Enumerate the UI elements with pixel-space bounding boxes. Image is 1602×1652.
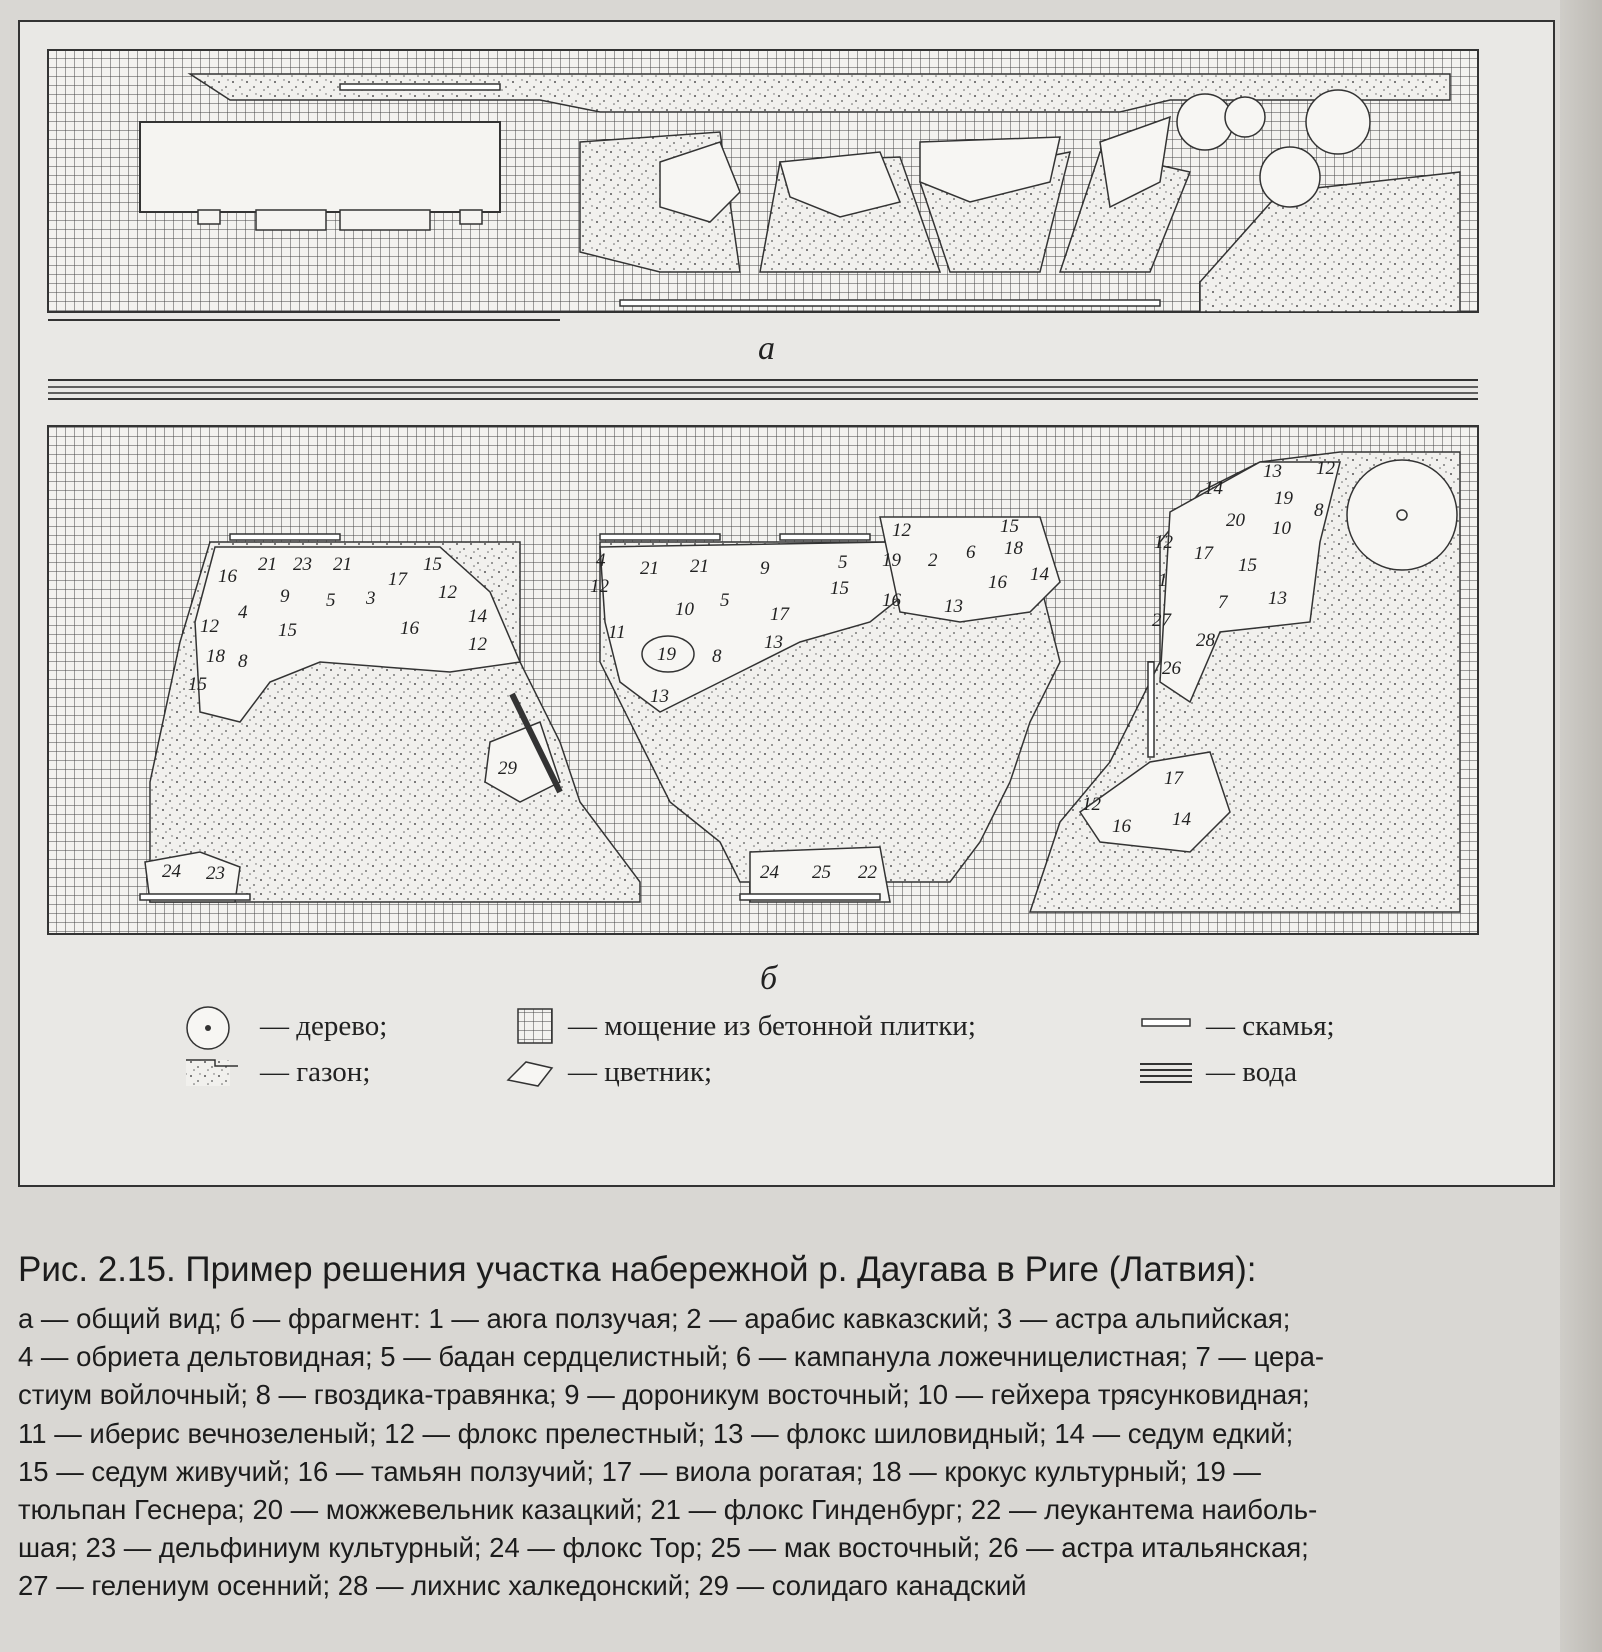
bed-num: 26 (1162, 658, 1181, 679)
bed-num: 23 (206, 863, 225, 884)
legend-paving-label: — мощение из бетонной плитки; (568, 1010, 976, 1042)
legend-tree-label: — дерево; (260, 1010, 388, 1042)
bed-num: 4 (238, 602, 248, 623)
bed-num: 15 (423, 554, 442, 575)
bed-num: 12 (200, 616, 219, 637)
bed-num: 9 (760, 558, 770, 579)
bed-num: 23 (293, 554, 312, 575)
bed-num: 8 (1314, 500, 1324, 521)
bed-num: 14 (1030, 564, 1049, 585)
bed-num: 20 (1226, 510, 1245, 531)
caption-line: 15 — седум живучий; 16 — тамьян ползучий; 17 — виола рогатая; 18 — крокус культурный; 19 — (18, 1455, 1261, 1487)
bed-num: 9 (280, 586, 290, 607)
bed-num: 12 (438, 582, 457, 603)
bed-num: 5 (720, 590, 730, 611)
bed-num: 17 (1164, 768, 1183, 789)
bed-num: 19 (1274, 488, 1293, 509)
bed-num: 21 (258, 554, 277, 575)
bed-num: 15 (1238, 555, 1257, 576)
panel-b-label: б (760, 960, 778, 997)
caption-line: стиум войлочный; 8 — гвоздика-травянка; 9 — дороникум восточный; 10 — гейхера трясунковидная; (18, 1379, 1310, 1411)
bed-num: 12 (892, 520, 911, 541)
bed-num: 24 (162, 861, 181, 882)
caption-line: 11 — иберис вечнозеленый; 12 — флокс прелестный; 13 — флокс шиловидный; 14 — седум едкий; (18, 1417, 1294, 1449)
figure-frame (18, 20, 1555, 1187)
bed-num: 13 (650, 686, 669, 707)
bed-num: 17 (770, 604, 789, 625)
bed-num: 15 (830, 578, 849, 599)
bench-symbol (1142, 1019, 1190, 1026)
bed-num: 8 (238, 651, 248, 672)
caption-line: тюльпан Геснера; 20 — можжевельник казацкий; 21 — флокс Гинденбург; 22 — леукантема наиболь- (18, 1494, 1318, 1526)
bed-num: 17 (388, 569, 407, 590)
caption-line: 4 — обриета дельтовидная; 5 — бадан сердцелистный; 6 — кампанула ложечницелистная; 7 — цера- (18, 1341, 1325, 1373)
bed-num: 13 (1268, 588, 1287, 609)
bed-num: 27 (1152, 610, 1171, 631)
bed-num: 5 (326, 590, 336, 611)
bed-num: 21 (690, 556, 709, 577)
caption-body (18, 1300, 1578, 1606)
bed-num: 7 (1218, 592, 1228, 613)
bed-num: 18 (206, 646, 225, 667)
bed-num: 18 (1004, 538, 1023, 559)
paving-symbol (518, 1009, 552, 1043)
legend-lawn-label: — газон; (260, 1056, 371, 1088)
caption-line: шая; 23 — дельфиниум культурный; 24 — флокс Тор; 25 — мак восточный; 26 — астра итальянская; (18, 1532, 1309, 1564)
flowerbed-symbol (508, 1062, 552, 1086)
bed-num: 19 (657, 644, 676, 665)
bed-num: 12 (468, 634, 487, 655)
bed-num: 15 (278, 620, 297, 641)
bed-num: 15 (188, 674, 207, 695)
bed-num: 12 (1082, 794, 1101, 815)
bed-num: 12 (1154, 532, 1173, 553)
bed-num: 14 (1204, 478, 1223, 499)
bed-num: 21 (333, 554, 352, 575)
bed-num: 16 (882, 590, 901, 611)
bed-num: 13 (1263, 461, 1282, 482)
bed-num: 1 (1158, 570, 1168, 591)
bed-num: 4 (596, 550, 606, 571)
panel-b-plan (48, 426, 1478, 934)
bed-num: 5 (838, 552, 848, 573)
bed-num: 29 (498, 758, 517, 779)
bed-num: 19 (882, 550, 901, 571)
bed-num: 3 (366, 588, 376, 609)
bed-num: 12 (590, 576, 609, 597)
caption-line: 27 — гелениум осенний; 28 — лихнис халкедонский; 29 — солидаго канадский (18, 1570, 1027, 1602)
bed-num: 13 (944, 596, 963, 617)
bed-num: 17 (1194, 543, 1213, 564)
bed-num: 28 (1196, 630, 1215, 651)
bed-num: 8 (712, 646, 722, 667)
bed-num: 13 (764, 632, 783, 653)
bed-num: 22 (858, 862, 877, 883)
bed-num: 16 (218, 566, 237, 587)
caption-title: Рис. 2.15. Пример решения участка набережной р. Даугава в Риге (Латвия): (18, 1250, 1257, 1289)
bed-num: 14 (468, 606, 487, 627)
bed-num: 16 (988, 572, 1007, 593)
bed-num: 15 (1000, 516, 1019, 537)
bed-num: 16 (1112, 816, 1131, 837)
legend-water-label: — вода (1206, 1056, 1298, 1088)
legend-flowerbed-label: — цветник; (568, 1056, 713, 1088)
bed-num: 11 (608, 622, 626, 643)
legend-bench-label: — скамья; (1206, 1010, 1335, 1042)
lawn-symbol (186, 1060, 230, 1086)
bed-num: 25 (812, 862, 831, 883)
bed-num: 10 (1272, 518, 1291, 539)
bed-num: 6 (966, 542, 976, 563)
bed-num: 24 (760, 862, 779, 883)
bed-num: 2 (928, 550, 938, 571)
bed-num: 14 (1172, 809, 1191, 830)
bed-num: 21 (640, 558, 659, 579)
caption-line: а — общий вид; б — фрагмент: 1 — аюга ползучая; 2 — арабис кавказский; 3 — астра альпийская; (18, 1303, 1291, 1334)
bed-num: 16 (400, 618, 419, 639)
water-symbol (1140, 1064, 1192, 1082)
bed-num: 10 (675, 599, 694, 620)
bed-num: 12 (1316, 458, 1335, 479)
panel-a-label: а (758, 330, 775, 367)
